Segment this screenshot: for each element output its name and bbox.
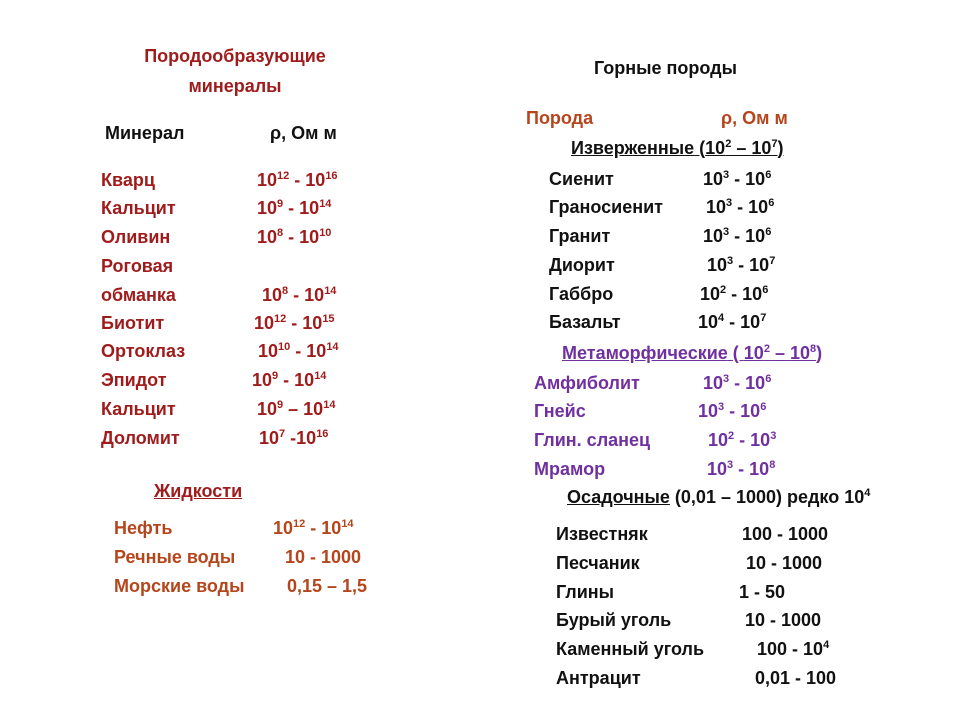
sedimentary-section-title: Осадочные (0,01 – 1000) редко $10^4$: [567, 487, 871, 507]
rock-name: Сиенит: [549, 169, 614, 189]
rock-name: Антрацит: [556, 668, 641, 688]
rock-rho: $10^3 - 10^6$: [706, 197, 775, 217]
liquid-rho: 0,15 – 1,5: [287, 576, 368, 596]
rock-rho: 10 - 1000: [745, 610, 822, 630]
rock-name: Габбро: [549, 284, 614, 304]
rock-name: Амфиболит: [534, 373, 640, 393]
rock-rho: $10^3 - 10^6$: [703, 373, 772, 393]
rock-name: Гранит: [549, 226, 611, 246]
rock-rho: 10 - 1000: [746, 553, 823, 573]
mineral-name: Оливин: [101, 227, 171, 247]
rock-name: Диорит: [549, 255, 615, 275]
mineral-name: Доломит: [101, 428, 180, 448]
rock-name: Базальт: [549, 312, 621, 332]
rock-rho-column-header: ρ, Ом м: [721, 108, 788, 128]
rock-name: Мрамор: [534, 459, 606, 479]
minerals-title-line2: минералы: [188, 76, 282, 96]
mineral-name: Биотит: [101, 313, 165, 333]
rock-name: Граносиенит: [549, 197, 663, 217]
mineral-rho: $10^8 - 10^{14}$: [262, 285, 337, 305]
rock-rho: $10^2 - 10^6$: [700, 284, 769, 304]
mineral-rho: $10^9 - 10^{14}$: [257, 399, 336, 419]
minerals-title-line1: Породообразующие: [144, 46, 326, 66]
rock-rho: $100 - 10^4$: [757, 639, 830, 659]
mineral-rho: $10^{12} - 10^{15}$: [254, 313, 335, 333]
rock-name: Каменный уголь: [556, 639, 705, 659]
rock-name: Глин. сланец: [534, 430, 651, 450]
mineral-rho: $10^9 - 10^{14}$: [252, 370, 327, 390]
rock-name: Известняк: [556, 524, 648, 544]
mineral-rho: $10^9 - 10^{14}$: [257, 198, 332, 218]
mineral-name: Роговая: [101, 256, 174, 276]
mineral-name: Кварц: [101, 170, 155, 190]
rock-rho: 1 - 50: [739, 582, 786, 602]
mineral-rho: $10^7$ $-10^{16}$: [259, 428, 329, 448]
rock-rho: $10^3 - 10^6$: [698, 401, 767, 421]
rocks-title: Горные породы: [594, 58, 737, 78]
mineral-name: Ортоклаз: [101, 341, 186, 361]
rock-rho: $10^3 - 10^6$: [703, 169, 772, 189]
rock-rho: $10^4 - 10^7$: [698, 312, 767, 332]
rock-rho: $10^2 - 10^3$: [708, 430, 777, 450]
rock-rho: $10^3 - 10^7$: [707, 255, 776, 275]
mineral-name: Кальцит: [101, 399, 176, 419]
liquid-name: Нефть: [114, 518, 173, 538]
metamorphic-section-title: Метаморфические ( $10^2 - 10^8$): [562, 343, 823, 363]
rock-rho: $10^3 - 10^6$: [703, 226, 772, 246]
mineral-column-header: Минерал: [105, 123, 185, 143]
rock-name: Глины: [556, 582, 615, 602]
liquid-rho: $10^{12} - 10^{14}$: [273, 518, 354, 538]
rock-rho: $10^3 - 10^8$: [707, 459, 776, 479]
rock-name: Гнейс: [534, 401, 586, 421]
mineral-rho: $10^{12} - 10^{16}$: [257, 170, 338, 190]
mineral-name: обманка: [101, 285, 176, 305]
liquid-name: Морские воды: [114, 576, 245, 596]
rock-name: Песчаник: [556, 553, 640, 573]
mineral-rho: $10^8 - 10^{10}$: [257, 227, 332, 247]
rock-rho: 100 - 1000: [742, 524, 829, 544]
mineral-rho-column-header: ρ, Ом м: [270, 123, 337, 143]
liquid-name: Речные воды: [114, 547, 236, 567]
rock-column-header: Порода: [526, 108, 594, 128]
liquid-rho: 10 - 1000: [285, 547, 362, 567]
igneous-section-title: Изверженные $(10^2 - 10^7)$: [571, 138, 784, 158]
liquids-title: Жидкости: [154, 481, 243, 501]
mineral-name: Эпидот: [101, 370, 167, 390]
mineral-name: Кальцит: [101, 198, 176, 218]
mineral-rho: $10^{10} - 10^{14}$: [258, 341, 339, 361]
rock-rho: 0,01 - 100: [755, 668, 837, 688]
rock-name: Бурый уголь: [556, 610, 672, 630]
